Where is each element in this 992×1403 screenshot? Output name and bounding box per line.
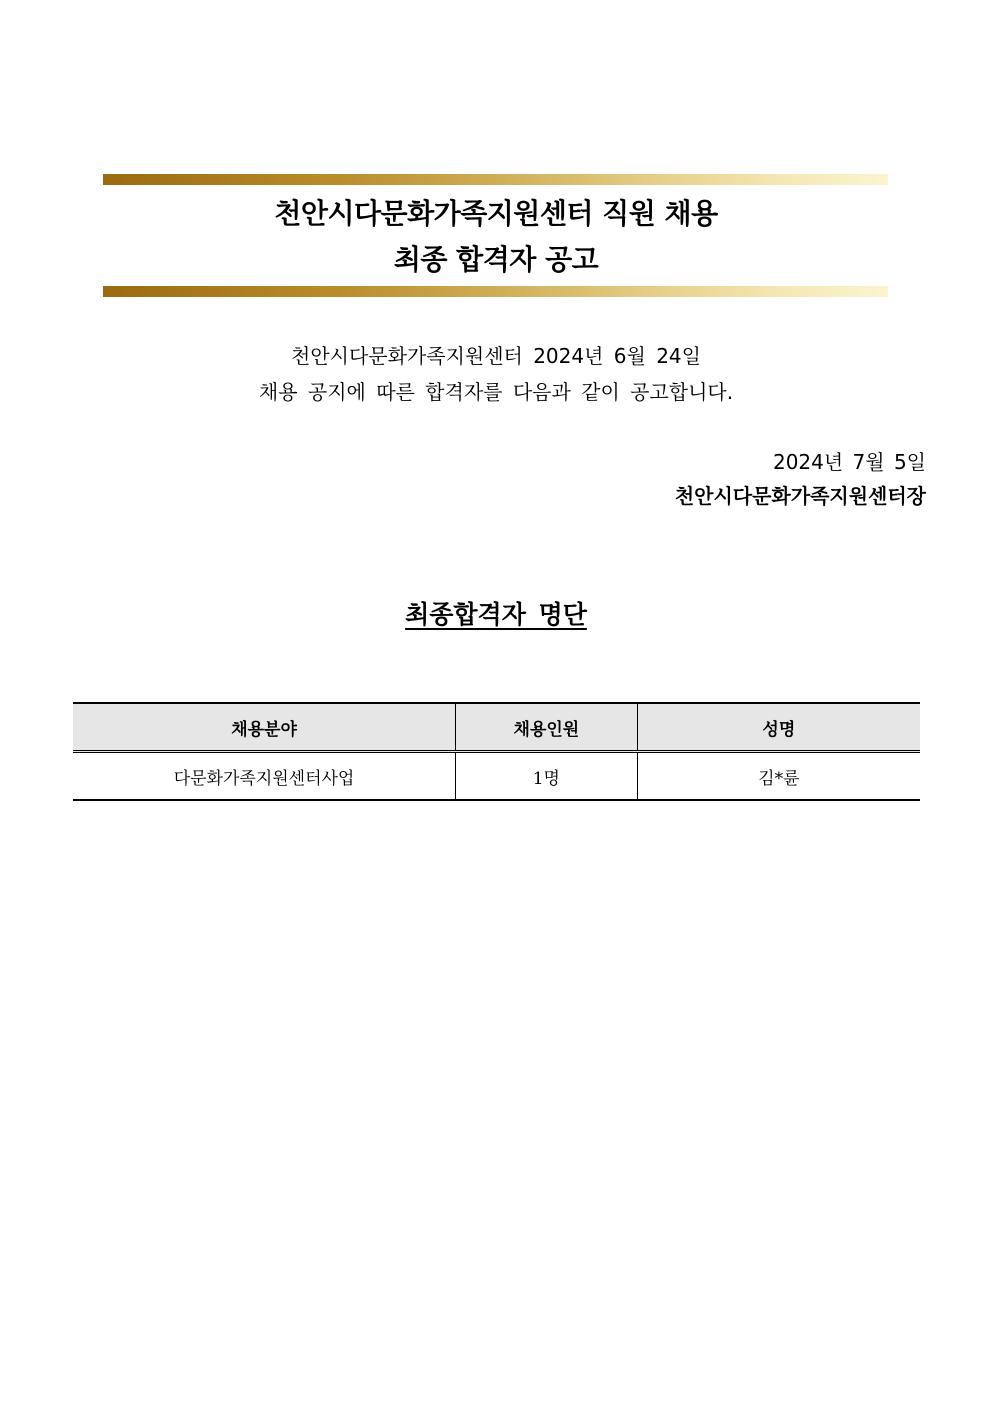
table-row: [73, 752, 920, 801]
cell-count: 1명: [456, 752, 638, 801]
list-heading: [0, 598, 992, 632]
notice-signer: 천안시다문화가족지원센터장: [674, 484, 926, 508]
notice-title-line1: 천안시다문화가족지원센터 직원 채용: [274, 197, 718, 230]
column-header-count: 채용인원: [456, 703, 638, 752]
notice-title-line2: 최종 합격자 공고: [393, 243, 599, 276]
table-header-row: [73, 703, 920, 752]
result-table: [73, 702, 920, 801]
column-header-field: 채용분야: [73, 703, 456, 752]
notice-date: 2024년 7월 5일: [772, 450, 926, 474]
decorative-gold-bar-bottom: [103, 286, 888, 297]
intro-text-line2: 채용 공지에 따른 합격자를 다음과 같이 공고합니다.: [258, 380, 734, 404]
intro-text-line1: 천안시다문화가족지원센터 2024년 6월 24일: [291, 344, 701, 368]
list-heading-text: 최종합격자 명단: [405, 600, 587, 629]
cell-field: 다문화가족지원센터사업: [73, 752, 456, 801]
column-header-name: 성명: [637, 703, 920, 752]
decorative-gold-bar-top: [103, 174, 888, 185]
cell-name: 김*륜: [637, 752, 920, 801]
